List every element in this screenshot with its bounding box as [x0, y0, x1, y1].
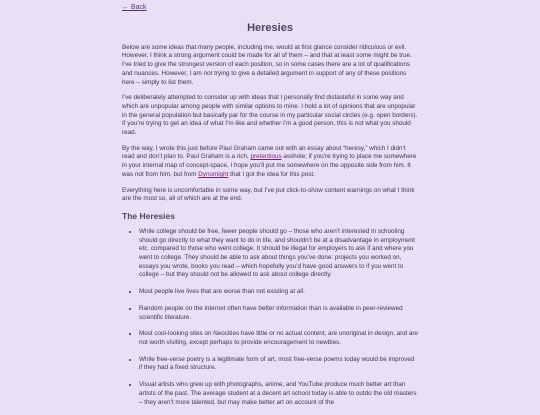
pretentious-link[interactable]: pretentious: [250, 153, 282, 161]
article: [122, 0, 418, 415]
intro-p3-text-b: asshole; if you’re trying to place me somewhere in your internal map of concept-space, I hope you’ll put me somewhere on the opposite side from him. It was not from him, but from: [122, 153, 417, 178]
list-item: • Most cool-looking sites on Neocities have little or no actual content, are unoriginal in design, and are not worth visiting, except perhaps to provide encouragement to newbies.: [139, 330, 418, 347]
intro-p1-emphasis: not: [203, 69, 213, 77]
intro-paragraph-1: [122, 44, 418, 88]
list-item: • While free-verse poetry is a legitimate form of art, most free-verse poems today would be improved if they had a fixed structure.: [139, 356, 418, 373]
intro-p3-text-c: that I got the idea for this post.: [228, 170, 315, 178]
list-item: • Visual artists who grew up with photographs, anime, and YouTube produce much better art than artists of the past. The average student at a decent art school today is able to outdo the old masters – they aren’t more talented, but may make better art on account of the: [139, 381, 418, 407]
intro-paragraph-3: [122, 145, 418, 180]
section-heading: The Heresies: [122, 210, 175, 221]
dynomight-link[interactable]: Dynomight: [198, 170, 229, 178]
intro-p3-text-a: By the way, I wrote this just before Paul Graham came out with an essay about “heresy,” which I didn’t read and don’t plan to. Paul Graham is a rich,: [122, 144, 406, 161]
intro-p1-text-a: Below are some ideas that many people, including me, would at first glance consider ridiculous or evil. However, I think a strong argument could be made for all of them – and that at least some might be true. I’ve tried to give the strongest version of each position, so in some cases there are a lot of qualifications and nuances. However, I am: [122, 43, 412, 77]
page-title: Heresies: [247, 21, 293, 34]
back-link[interactable]: ← Back: [122, 4, 147, 11]
list-item: • Random people on the internet often have better information than is available in peer-reviewed scientific literature.: [139, 305, 418, 322]
heresies-list: [122, 228, 418, 407]
intro-p1-text-b: trying to give a detailed argument in support of any of these positions here – simply to list them.: [122, 69, 407, 86]
intro-paragraph-4: Everything here is uncomfortable in some way, but I’ve put click-to-show content warnings on what I think are the most so, all of which are at the end.: [122, 186, 415, 203]
intro-paragraph-2: I’ve deliberately attempted to consider up with ideas that I personally find distasteful in some way and which are unpopular among people with similar options to mine. I hold a lot of opinions that are unpopular in the general population but basically par for the course in my particular social circles (e.g. open borders). If you’re trying to get an idea of what I’m like and whether I’m a good person, this is not what you should read.: [122, 94, 418, 137]
list-item: • Most people live lives that are worse than not existing at all.: [139, 288, 418, 297]
list-item: • While college should be free, fewer people should go – those who aren’t interested in schooling should go directly to what they want to do in life, and shouldn’t be at a disadvantage in employment etc. compared to those who went college. It should be illegal for employers to ask if and where you went to college. They should be able to ask about things you’ve done: projects you worked on, essays you wrote, books you read – which hopefully you’d have good answers to if you went to college – but they should not be allowed to ask about college directly.: [139, 228, 418, 280]
